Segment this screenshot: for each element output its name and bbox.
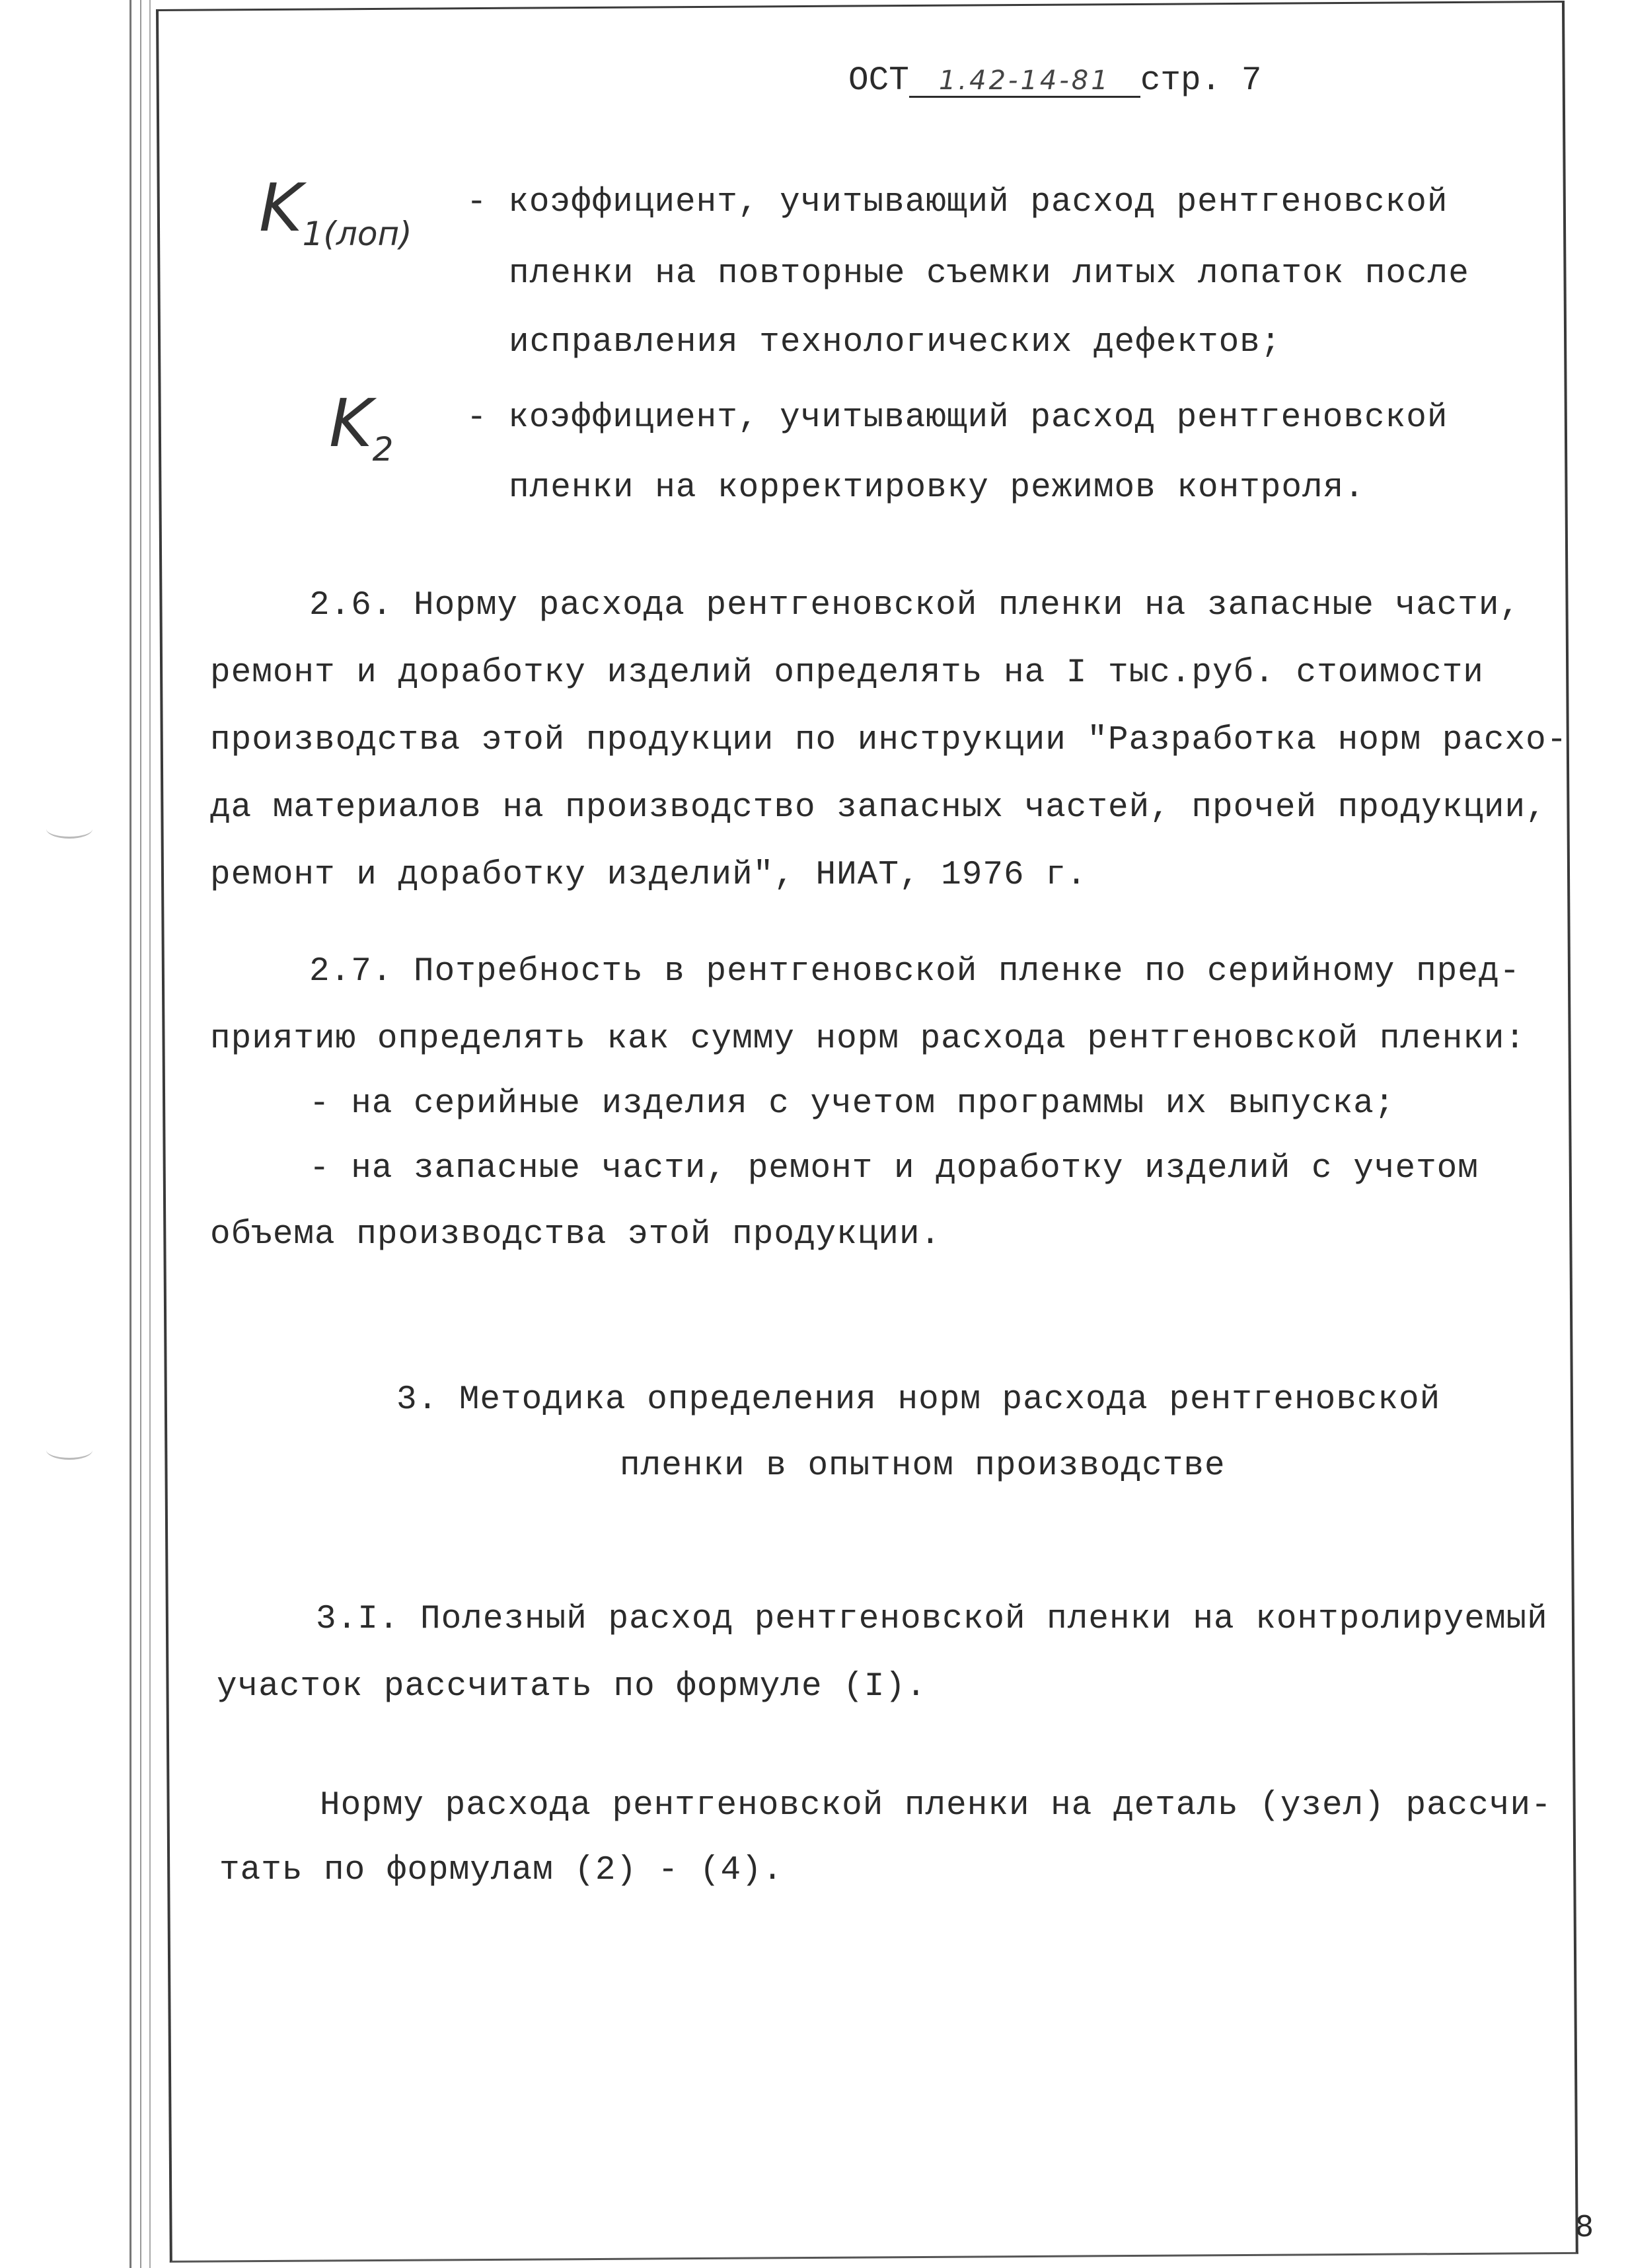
section-3-1-line: 3.I. Полезный расход рентгеновской пленки на контролируемый	[316, 1601, 1548, 1638]
section-2-7-line: 2.7. Потребность в рентгеновской пленке по серийному пред-	[309, 953, 1521, 991]
binding-line	[140, 0, 141, 2268]
header-prefix: ОСТ	[848, 62, 909, 100]
definition-k1-line: исправления технологических дефектов;	[509, 324, 1282, 361]
section-2-6-line: ремонт и доработку изделий", НИАТ, 1976 г.	[210, 856, 1088, 894]
header-page-label: стр. 7	[1140, 62, 1262, 100]
section-2-6-line: производства этой продукции по инструкции "Разработка норм расхо-	[210, 722, 1568, 759]
definition-k2-line: - коэффициент, учитывающий расход рентгеновской	[466, 399, 1448, 437]
punch-mark	[46, 819, 92, 839]
section-3-heading: пленки в опытном производстве	[620, 1447, 1226, 1485]
section-2-6-line: 2.6. Норму расхода рентгеновской пленки на запасные части,	[309, 587, 1521, 624]
section-3-heading: 3. Методика определения норм расхода рентгеновской	[396, 1381, 1441, 1419]
norm-paragraph-line: тать по формулам (2) - (4).	[219, 1852, 784, 1889]
binding-line	[149, 0, 151, 2268]
definition-k2-line: пленки на корректировку режимов контроля.	[509, 469, 1365, 507]
definition-k1-line: - коэффициент, учитывающий расход рентгеновской	[466, 184, 1448, 221]
coefficient-symbol-k1: K1(лоп)	[259, 169, 412, 253]
punch-mark	[46, 1441, 92, 1460]
section-3-1-line: участок рассчитать по формуле (I).	[217, 1668, 927, 1706]
definition-k1-line: пленки на повторные съемки литых лопаток после	[509, 255, 1469, 293]
sheet-number: 8	[1575, 2210, 1594, 2244]
section-2-6-line: да материалов на производство запасных частей, прочей продукции,	[210, 789, 1547, 827]
section-2-7-line: - на серийные изделия с учетом программы их выпуска;	[309, 1085, 1395, 1123]
section-2-6-line: ремонт и доработку изделий определять на I тыс.руб. стоимости	[210, 654, 1484, 692]
coefficient-symbol-k2: K2	[329, 385, 394, 469]
binding-line	[130, 0, 131, 2268]
section-2-7-line: приятию определять как сумму норм расхода рентгеновской пленки:	[210, 1020, 1526, 1058]
standard-code: 1.42-14-81	[909, 65, 1140, 98]
document-header	[848, 62, 1261, 100]
section-2-7-line: - на запасные части, ремонт и доработку изделий с учетом	[309, 1150, 1479, 1188]
norm-paragraph-line: Норму расхода рентгеновской пленки на деталь (узел) рассчи-	[320, 1787, 1552, 1825]
section-2-7-line: объема производства этой продукции.	[210, 1216, 942, 1254]
